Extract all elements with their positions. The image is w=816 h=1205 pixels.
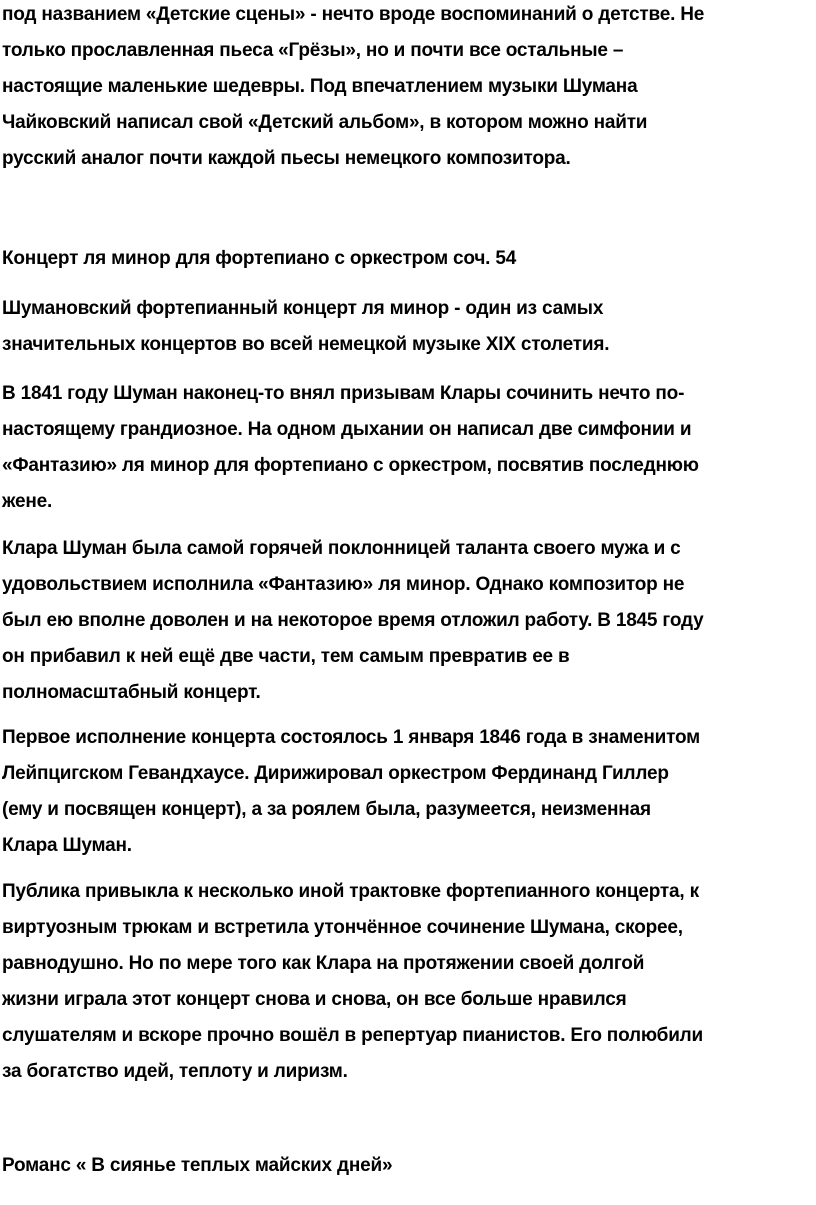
text-line: под названием «Детские сцены» - нечто вроде воспоминаний о детстве. Не [2,4,705,25]
paragraph-premiere [2,720,700,864]
text-line: был ею вполне доволен и на некоторое время отложил работу. В 1845 году [2,610,704,631]
text-line: Клара Шуман была самой горячей поклонницей таланта своего мужа и с [2,538,681,559]
concerto-heading [2,241,516,277]
paragraph-reception [2,874,703,1090]
romance-heading [2,1148,392,1184]
text-line: виртуозным трюкам и встретила утончённое сочинение Шумана, скорее, [2,917,683,938]
text-line: настоящему грандиозное. На одном дыхании он написал две симфонии и [2,419,692,440]
text-line: только прославленная пьеса «Грёзы», но и почти все остальные – [2,40,624,61]
text-line: (ему и посвящен концерт), а за роялем была, разумеется, неизменная [2,799,651,820]
text-line: слушателям и вскоре прочно вошёл в репертуар пианистов. Его полюбили [2,1025,704,1046]
paragraph-clara [2,531,703,711]
text-line: жене. [2,491,53,512]
text-line: «Фантазию» ля минор для фортепиано с оркестром, посвятив последнюю [2,455,699,476]
text-line: Клара Шуман. [2,835,132,856]
text-line: жизни играла этот концерт снова и снова, он все больше нравился [2,989,627,1010]
heading-text: Романс « В сиянье теплых майских дней» [2,1155,393,1176]
paragraph-1841 [2,376,699,520]
text-line: Лейпцигском Гевандхаусе. Дирижировал оркестром Фердинанд Гиллер [2,763,669,784]
text-line: удовольствием исполнила «Фантазию» ля минор. Однако композитор не [2,574,685,595]
text-line: Первое исполнение концерта состоялось 1 января 1846 года в знаменитом [2,727,700,748]
text-line: русский аналог почти каждой пьесы немецкого композитора. [2,148,571,169]
heading-text: Концерт ля минор для фортепиано с оркестром соч. 54 [2,248,517,269]
intro-paragraph [2,0,704,177]
text-line: настоящие маленькие шедевры. Под впечатлением музыки Шумана [2,76,638,97]
text-line: равнодушно. Но по мере того как Клара на протяжении своей долгой [2,953,645,974]
text-line: Публика привыкла к несколько иной трактовке фортепианного концерта, к [2,881,699,902]
paragraph-significance [2,291,609,363]
text-line: Шумановский фортепианный концерт ля минор - один из самых [2,298,604,319]
text-line: Чайковский написал свой «Детский альбом», в котором можно найти [2,112,648,133]
text-line: полномасштабный концерт. [2,682,261,703]
text-line: за богатство идей, теплоту и лиризм. [2,1061,348,1082]
text-line: он прибавил к ней ещё две части, тем самым превратив ее в [2,646,570,667]
text-line: значительных концертов во всей немецкой музыке XIX столетия. [2,334,610,355]
text-line: В 1841 году Шуман наконец-то внял призывам Клары сочинить нечто по- [2,383,685,404]
